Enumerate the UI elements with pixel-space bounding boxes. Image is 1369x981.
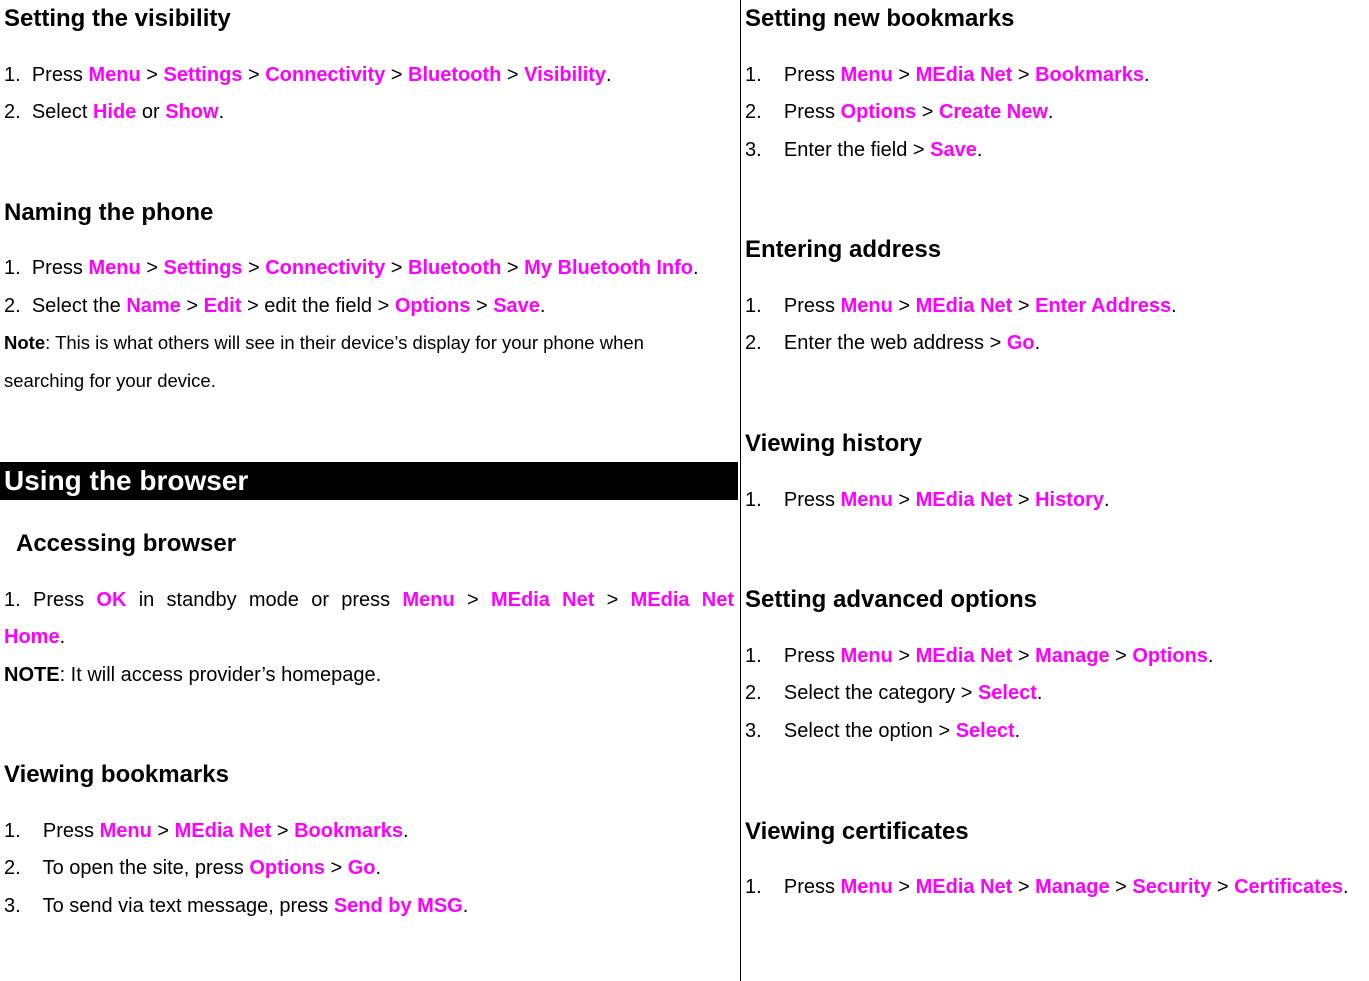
section-title-address: Entering address (745, 236, 942, 263)
section-title-certificates: Viewing certificates (745, 818, 969, 845)
step-viewing-bookmarks-1: 1. Press Menu > MEdia Net > Bookmarks. (4, 820, 409, 842)
step-new-bookmarks-3: 3. Enter the field > Save. (745, 139, 983, 161)
section-title-viewing-bookmarks: Viewing bookmarks (4, 761, 229, 788)
step-visibility-1: 1. Press Menu > Settings > Connectivity > Bluetooth > Visibility. (4, 64, 612, 86)
step-naming-2: 2. Select the Name > Edit > edit the field > Options > Save. (4, 295, 546, 317)
step-advanced-1: 1. Press Menu > MEdia Net > Manage > Options. (745, 645, 1214, 667)
step-visibility-2: 2. Select Hide or Show. (4, 101, 225, 123)
step-new-bookmarks-1: 1. Press Menu > MEdia Net > Bookmarks. (745, 64, 1150, 86)
note-naming-cont: searching for your device. (4, 370, 216, 391)
step-address-1: 1. Press Menu > MEdia Net > Enter Address. (745, 295, 1177, 317)
step-accessing-1: 1. Press OK in standby mode or press Menu > MEdia Net > MEdia Net (4, 589, 735, 611)
step-viewing-bookmarks-3: 3. To send via text message, press Send by MSG. (4, 895, 469, 917)
section-banner-browser: Using the browser (0, 462, 738, 500)
step-accessing-1-cont: Home. (4, 626, 66, 648)
step-viewing-bookmarks-2: 2. To open the site, press Options > Go. (4, 857, 382, 879)
step-advanced-2: 2. Select the category > Select. (745, 682, 1043, 704)
step-address-2: 2. Enter the web address > Go. (745, 332, 1041, 354)
note-naming: Note: This is what others will see in their device’s display for your phone when (4, 332, 644, 353)
section-title-advanced: Setting advanced options (745, 586, 1038, 613)
step-naming-1: 1. Press Menu > Settings > Connectivity > Bluetooth > My Bluetooth Info. (4, 257, 699, 279)
section-title-visibility: Setting the visibility (4, 5, 231, 32)
step-history-1: 1. Press Menu > MEdia Net > History. (745, 489, 1110, 511)
section-title-history: Viewing history (745, 430, 922, 457)
note-accessing: NOTE: It will access provider’s homepage. (4, 664, 382, 686)
section-title-new-bookmarks: Setting new bookmarks (745, 5, 1015, 32)
section-title-naming: Naming the phone (4, 199, 214, 226)
right-column (740, 0, 1369, 981)
step-advanced-3: 3. Select the option > Select. (745, 720, 1021, 742)
section-title-accessing: Accessing browser (16, 530, 237, 557)
step-certificates-1: 1. Press Menu > MEdia Net > Manage > Security > Certificates. (745, 876, 1349, 898)
step-new-bookmarks-2: 2. Press Options > Create New. (745, 101, 1054, 123)
